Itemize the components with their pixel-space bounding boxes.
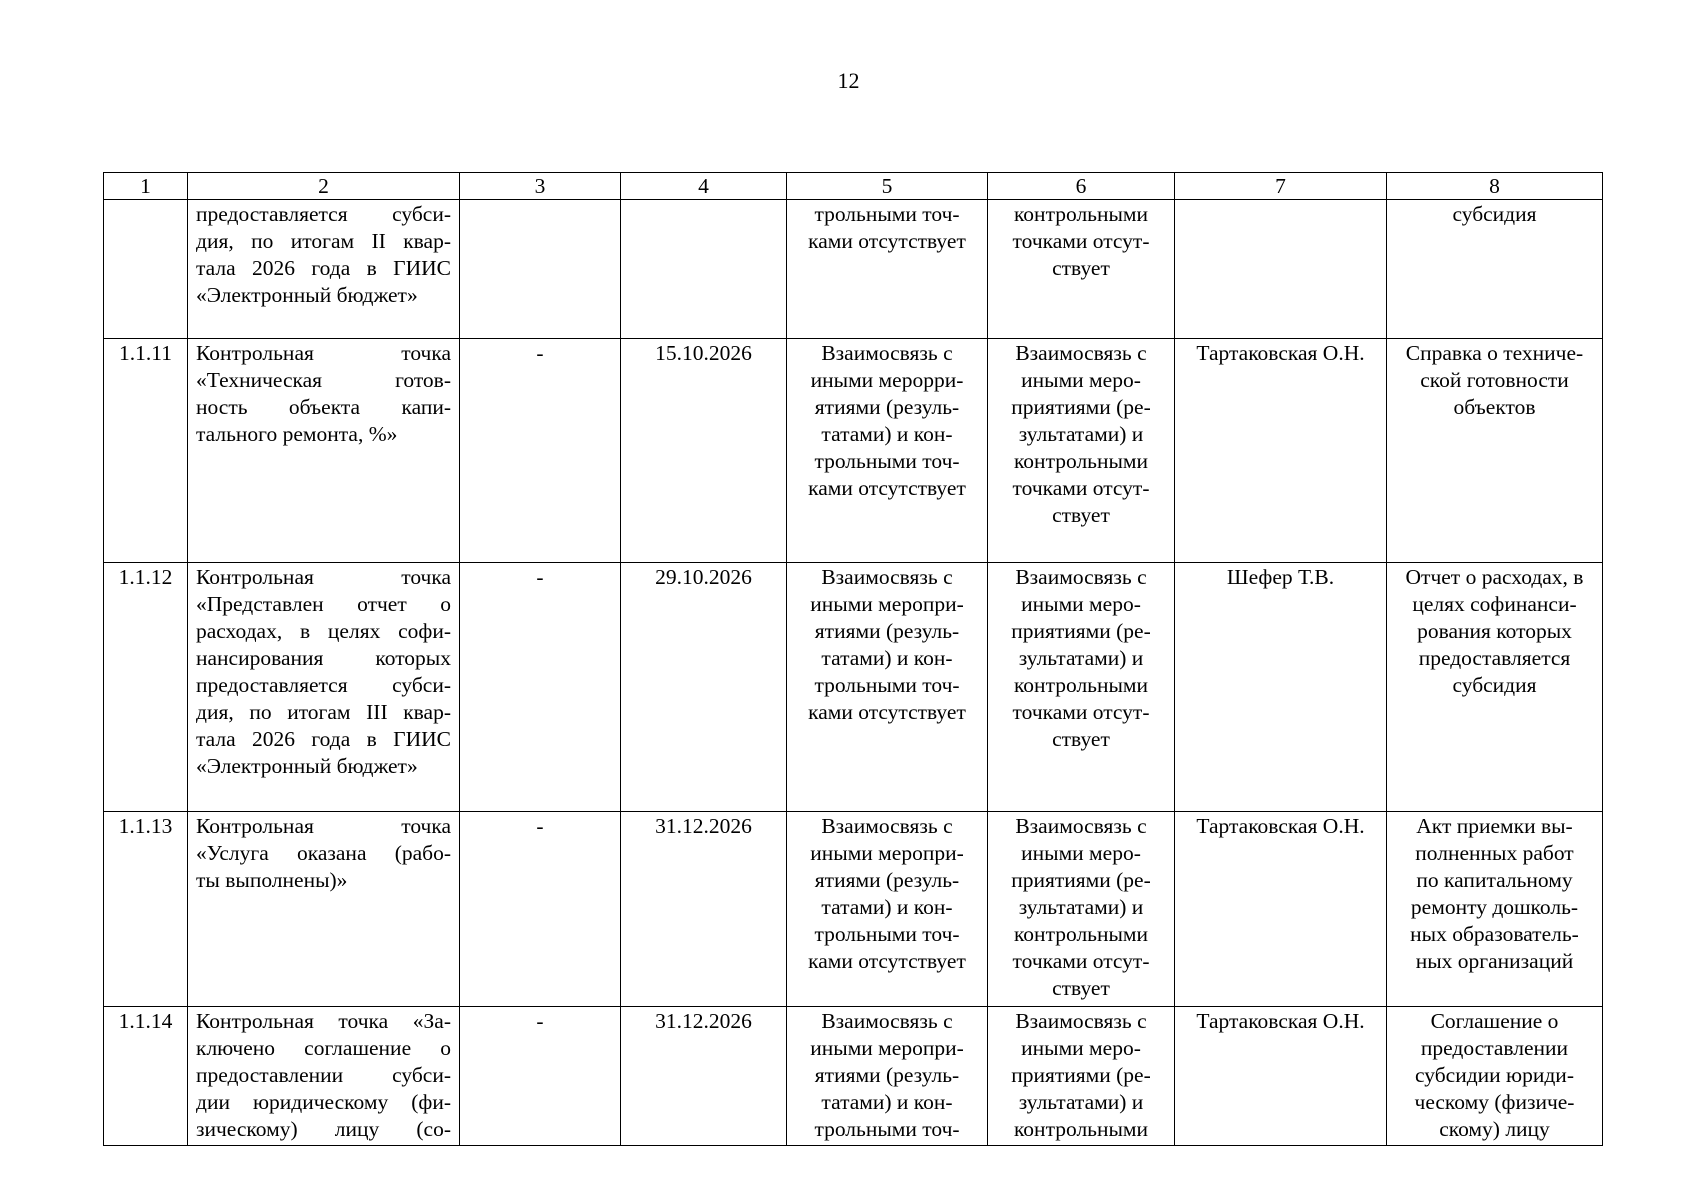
document-cell — [1387, 812, 1603, 1007]
relation-line: татами) и кон- — [821, 646, 953, 670]
date-cell: 31.12.2026 — [621, 1007, 787, 1146]
name-line: «Представлен отчет о — [196, 592, 451, 616]
column-number-2: 2 — [188, 173, 460, 200]
name-line: Контрольная точка — [196, 341, 451, 365]
name-line: тала 2026 года в ГИИС — [196, 256, 451, 280]
control-point-name — [188, 812, 460, 1007]
responsible-cell: Тартаковская О.Н. — [1175, 1007, 1387, 1146]
document-cell — [1387, 1007, 1603, 1146]
relation-line: ятиями (резуль- — [814, 1063, 960, 1087]
relation-line: иными мероpри- — [810, 368, 964, 392]
relation-line: ствует — [1052, 503, 1110, 527]
document-line: объектов — [1453, 395, 1536, 419]
document-line: предоставляется — [1418, 646, 1571, 670]
relation-line: ками отсутствует — [808, 229, 966, 253]
column-number-7: 7 — [1175, 173, 1387, 200]
document-line: предоставлении — [1420, 1036, 1569, 1060]
name-line: «Электронный бюджет» — [196, 754, 418, 778]
row-number: 1.1.12 — [104, 563, 188, 812]
document-line: субсидия — [1452, 202, 1537, 226]
relation-line: зультатами) и — [1018, 1090, 1144, 1114]
relation-cell — [787, 812, 988, 1007]
table-row — [104, 812, 1603, 1007]
relation-line: трольными точ- — [814, 1117, 960, 1141]
table-row — [104, 1007, 1603, 1146]
name-line: предоставляется субси- — [196, 673, 451, 697]
row-number: 1.1.11 — [104, 339, 188, 563]
relation-line: зультатами) и — [1018, 422, 1144, 446]
relation-line: приятиями (ре- — [1011, 868, 1151, 892]
relation-line: ятиями (резуль- — [814, 868, 960, 892]
relation-line: татами) и кон- — [821, 422, 953, 446]
responsible-cell — [1175, 200, 1387, 339]
relation-line: трольными точ- — [814, 673, 960, 697]
relation-line: зультатами) и — [1018, 895, 1144, 919]
relation-line: приятиями (ре- — [1011, 1063, 1151, 1087]
relation-line: Взаимосвязь с — [1015, 341, 1147, 365]
relation-line: ятиями (резуль- — [814, 395, 960, 419]
relation-line: контрольными — [1013, 449, 1149, 473]
relation-cell — [787, 563, 988, 812]
relation-line: иными меро- — [1021, 841, 1141, 865]
column-number-4: 4 — [621, 173, 787, 200]
relation-line: трольными точ- — [814, 202, 960, 226]
relation-line: трольными точ- — [814, 449, 960, 473]
relation-line: контрольными — [1013, 673, 1149, 697]
column-number-6: 6 — [988, 173, 1175, 200]
document-cell — [1387, 200, 1603, 339]
relation-cell — [988, 200, 1175, 339]
relation-cell — [988, 812, 1175, 1007]
row-number — [104, 200, 188, 339]
name-line: нансирования которых — [196, 646, 451, 670]
relation-cell — [787, 1007, 988, 1146]
document-line: ческому (физиче- — [1414, 1090, 1575, 1114]
relation-line: контрольными — [1013, 1117, 1149, 1141]
relation-cell — [988, 339, 1175, 563]
name-line: дия, по итогам II квар- — [196, 229, 451, 253]
document-line: рования которых — [1417, 619, 1572, 643]
document-line: субсидия — [1452, 673, 1537, 697]
relation-line: точками отсут- — [1012, 700, 1150, 724]
relation-line: ствует — [1052, 256, 1110, 280]
column-number-5: 5 — [787, 173, 988, 200]
table-row — [104, 339, 1603, 563]
column-number-3: 3 — [460, 173, 621, 200]
name-line: дия, по итогам III квар- — [196, 700, 451, 724]
relation-line: точками отсут- — [1012, 476, 1150, 500]
name-line: «Техническая готов- — [196, 368, 451, 392]
document-line: Акт приемки вы- — [1416, 814, 1573, 838]
relation-line: приятиями (ре- — [1011, 395, 1151, 419]
relation-line: татами) и кон- — [821, 1090, 953, 1114]
relation-line: ствует — [1052, 727, 1110, 751]
name-line: зическому) лицу (со- — [196, 1117, 451, 1141]
relation-line: контрольными — [1013, 202, 1149, 226]
control-point-name — [188, 339, 460, 563]
control-point-name — [188, 563, 460, 812]
relation-line: ятиями (резуль- — [814, 619, 960, 643]
relation-line: иными меро- — [1021, 368, 1141, 392]
row-number: 1.1.14 — [104, 1007, 188, 1146]
document-line: ремонту дошколь- — [1410, 895, 1579, 919]
relation-line: иными меро- — [1021, 1036, 1141, 1060]
responsible-cell: Тартаковская О.Н. — [1175, 339, 1387, 563]
relation-line: трольными точ- — [814, 922, 960, 946]
control-point-name — [188, 1007, 460, 1146]
column-number-1: 1 — [104, 173, 188, 200]
control-points-table — [103, 172, 1603, 1146]
row-number: 1.1.13 — [104, 812, 188, 1007]
relation-line: Взаимосвязь с — [1015, 814, 1147, 838]
name-line: ты выполнены)» — [196, 868, 348, 892]
document-line: скому) лицу — [1439, 1117, 1550, 1141]
relation-line: ками отсутствует — [808, 949, 966, 973]
name-line: предоставлении субси- — [196, 1063, 451, 1087]
document-line: Отчет о расходах, в — [1405, 565, 1584, 589]
document-line: по капитальному — [1416, 868, 1573, 892]
name-line: предоставляется субси- — [196, 202, 451, 226]
control-point-name — [188, 200, 460, 339]
responsible-cell: Шефер Т.В. — [1175, 563, 1387, 812]
relation-line: точками отсут- — [1012, 949, 1150, 973]
column-3-cell: - — [460, 1007, 621, 1146]
relation-line: иными меропри- — [810, 841, 964, 865]
document-cell — [1387, 339, 1603, 563]
relation-cell — [787, 200, 988, 339]
relation-cell — [787, 339, 988, 563]
relation-line: иными меропри- — [810, 1036, 964, 1060]
responsible-cell: Тартаковская О.Н. — [1175, 812, 1387, 1007]
name-line: Контрольная точка — [196, 814, 451, 838]
name-line: «Электронный бюджет» — [196, 283, 418, 307]
relation-line: ствует — [1052, 976, 1110, 1000]
document-line: субсидии юриди- — [1415, 1063, 1574, 1087]
date-cell: 31.12.2026 — [621, 812, 787, 1007]
name-line: тала 2026 года в ГИИС — [196, 727, 451, 751]
relation-line: ками отсутствует — [808, 476, 966, 500]
relation-line: иными меропри- — [810, 592, 964, 616]
name-line: Контрольная точка «За- — [196, 1009, 451, 1033]
name-line: тального ремонта, %» — [196, 422, 398, 446]
column-number-8: 8 — [1387, 173, 1603, 200]
relation-line: Взаимосвязь с — [1015, 1009, 1147, 1033]
relation-line: зультатами) и — [1018, 646, 1144, 670]
relation-line: Взаимосвязь с — [1015, 565, 1147, 589]
name-line: «Услуга оказана (рабо- — [196, 841, 451, 865]
relation-line: Взаимосвязь с — [821, 565, 953, 589]
name-line: ключено соглашение о — [196, 1036, 451, 1060]
column-3-cell: - — [460, 339, 621, 563]
document-cell — [1387, 563, 1603, 812]
date-cell — [621, 200, 787, 339]
name-line: ность объекта капи- — [196, 395, 451, 419]
relation-line: приятиями (ре- — [1011, 619, 1151, 643]
relation-cell — [988, 563, 1175, 812]
column-numbers-header-row — [104, 173, 1603, 200]
column-3-cell — [460, 200, 621, 339]
column-3-cell: - — [460, 563, 621, 812]
document-line: ных образователь- — [1410, 922, 1579, 946]
document-line: ных организаций — [1415, 949, 1574, 973]
name-line: расходах, в целях софи- — [196, 619, 451, 643]
relation-line: Взаимосвязь с — [821, 1009, 953, 1033]
page-number: 12 — [837, 68, 860, 93]
relation-cell — [988, 1007, 1175, 1146]
column-3-cell: - — [460, 812, 621, 1007]
relation-line: иными меро- — [1021, 592, 1141, 616]
name-line: Контрольная точка — [196, 565, 451, 589]
date-cell: 15.10.2026 — [621, 339, 787, 563]
document-line: Соглашение о — [1430, 1009, 1559, 1033]
document-line: ской готовности — [1420, 368, 1569, 392]
document-line: Справка о техниче- — [1405, 341, 1584, 365]
table-row — [104, 200, 1603, 339]
relation-line: контрольными — [1013, 922, 1149, 946]
document-line: полненных работ — [1415, 841, 1574, 865]
relation-line: татами) и кон- — [821, 895, 953, 919]
relation-line: Взаимосвязь с — [821, 814, 953, 838]
relation-line: ками отсутствует — [808, 700, 966, 724]
date-cell: 29.10.2026 — [621, 563, 787, 812]
document-line: целях софинанси- — [1412, 592, 1577, 616]
name-line: дии юридическому (фи- — [196, 1090, 451, 1114]
relation-line: точками отсут- — [1012, 229, 1150, 253]
table-row — [104, 563, 1603, 812]
relation-line: Взаимосвязь с — [821, 341, 953, 365]
